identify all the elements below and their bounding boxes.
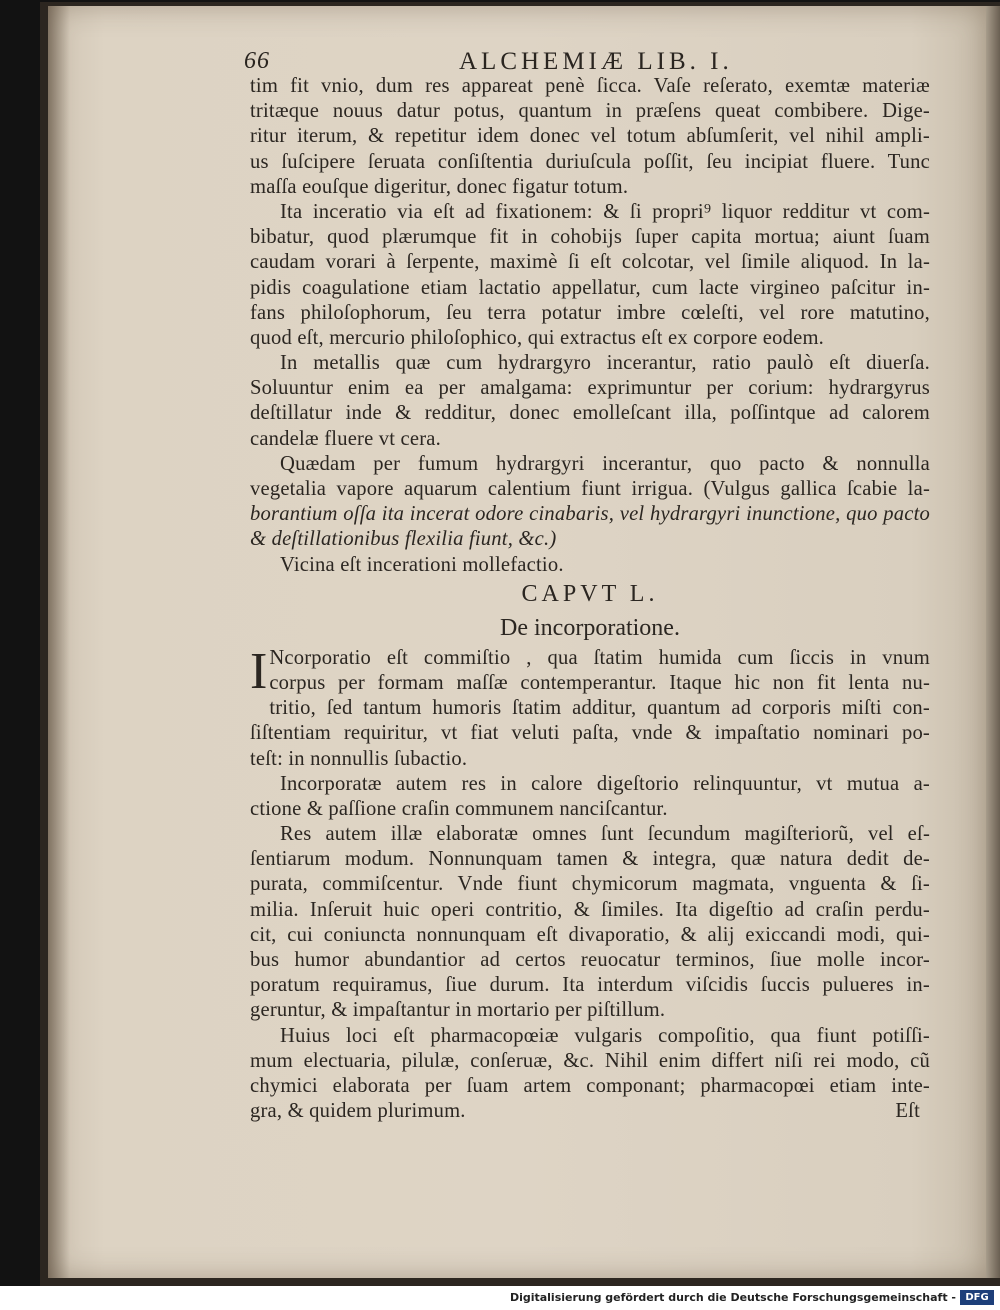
text-line: Soluuntur enim ea per amalgama: exprimuntur per corium: hydrargyrus <box>250 377 930 400</box>
catchword: Eſt <box>895 1100 920 1123</box>
text-line: tritæque nouus datur potus, quantum in præſens queat combibere. Dige- <box>250 100 930 123</box>
text-line: caudam vorari à ſerpente, maximè ſi eſt colcotar, vel ſimile aliquod. In la- <box>250 251 930 274</box>
chapter-subtitle: De incorporatione. <box>500 614 680 641</box>
page-number: 66 <box>244 48 270 74</box>
text-line: deſtillatur inde & redditur, donec emolleſcant illa, poſſintque ad calorem <box>250 402 930 425</box>
footer-credit: Digitalisierung gefördert durch die Deutsche Forschungsgemeinschaft - <box>509 1291 956 1304</box>
text-line: quod eſt, mercurio philoſophico, qui extractus eſt ex corpore eodem. <box>250 326 825 349</box>
text-line: teſt: in nonnullis ſubactio. <box>250 747 468 770</box>
text-line: bus humor abundantior ad certos reuocatur terminos, ſiue molle incor- <box>250 949 930 971</box>
chapter-title: CAPVT L. <box>521 580 659 607</box>
text-line: poratum requiramus, ſiue durum. Ita interdum viſcidis ſuccis pulueres in- <box>250 974 930 997</box>
text-line: Ncorporatio eſt commiſtio , qua ſtatim humida cum ſiccis in vnum <box>269 646 930 669</box>
page-fore-edge <box>986 6 1000 1278</box>
text-line: cit, cui coniuncta nonnunquam eſt divaporatio, & alij exiccandi modi, qui- <box>250 923 930 946</box>
text-line: corpus per formam maſſæ contemperantur. Itaque hic non fit lenta nu- <box>269 671 930 694</box>
text-line: tritio, ſed tantum humoris ſtatim additur, quantum ad corporis miſti con- <box>269 697 930 720</box>
text-line: chymici elaborata per ſuam artem componant; pharmacopœi etiam inte- <box>250 1074 930 1097</box>
text-line: Vicina eſt incerationi mollefactio. <box>280 553 564 576</box>
text-line: maſſa eouſque digeritur, donec figatur totum. <box>250 175 629 198</box>
running-head: ALCHEMIÆ LIB. I. <box>459 48 733 75</box>
text-line: vegetalia vapore aquarum calentium fiunt irrigua. (Vulgus gallica ſcabie la- <box>250 478 930 500</box>
text-line: Incorporatæ autem res in calore digeſtorio relinquuntur, vt mutua a- <box>280 772 930 795</box>
text-line: ritur iterum, & repetitur idem donec vel totum abſumſerit, vel nihil ampli- <box>250 125 930 148</box>
text-line: candelæ fluere vt cera. <box>250 427 441 450</box>
text-line <box>250 1099 930 1124</box>
text-line: ctione & paſſione craſin communem nanciſcantur. <box>250 797 668 820</box>
page-body <box>250 74 930 1124</box>
text-line: bibatur, quod plærumque fit in cohobijs ſuper capita mortua; aiunt ſuam <box>250 226 930 249</box>
text-line-content: gra, & quidem plurimum. <box>250 1100 466 1123</box>
text-line: geruntur, & impaſtantur in mortario per piſtillum. <box>250 999 666 1022</box>
digitization-footer <box>0 1286 1000 1310</box>
text-line: Quædam per fumum hydrargyri incerantur, quo pacto & nonnulla <box>280 452 930 475</box>
text-line: ſiſtentiam requiritur, vt fiat veluti paſta, vnde & impaſtatio nominari po- <box>250 722 930 745</box>
text-line: In metallis quæ cum hydrargyro incerantur, ratio paulò eſt diuerſa. <box>280 352 930 375</box>
text-line: Huius loci eſt pharmacopœiæ vulgaris compoſitio, qua fiunt potiſſi- <box>280 1024 930 1047</box>
dfg-logo: DFG <box>960 1290 994 1305</box>
text-line: mum electuaria, pilulæ, conſeruæ, &c. Nihil enim differt niſi rei modo, cũ <box>250 1049 930 1072</box>
text-line: purata, commiſcentur. Vnde fiunt chymicorum magmata, vnguenta & ſi- <box>250 873 930 896</box>
text-line: & deſtillationibus flexilia fiunt, &c.) <box>250 528 557 551</box>
text-line: borantium oſſa ita incerat odore cinabaris, vel hydrargyri inunctione, quo pacto <box>250 503 930 526</box>
text-line: Ita inceratio via eſt ad fixationem: & ſi propri⁹ liquor redditur vt com- <box>280 200 930 223</box>
text-line: Res autem illæ elaboratæ omnes ſunt ſecundum magiſteriorũ, vel eſ- <box>280 823 930 846</box>
text-line: tim fit vnio, dum res appareat penè ſicca. Vaſe reſerato, exemtæ materiæ <box>250 75 930 97</box>
text-line: milia. Inſeruit huic operi contritio, & ſimiles. Ita digeſtio ad craſin perdu- <box>250 898 930 921</box>
drop-cap: I <box>250 642 268 700</box>
spine-shadow <box>48 6 70 1278</box>
text-line: ſentiarum modum. Nonnunquam tamen & integra, quæ natura dedit de- <box>250 848 930 871</box>
text-line: fans philoſophorum, ſeu terra potatur imbre cœleſti, vel rore matutino, <box>250 301 930 324</box>
text-line: pidis coagulatione etiam lactatio appellatur, cum lacte virgineo paſcitur in- <box>250 276 930 299</box>
text-line: us ſuſcipere ſeruata conſiſtentia duriuſcula poſſit, ſeu incipiat fluere. Tunc <box>250 150 930 173</box>
